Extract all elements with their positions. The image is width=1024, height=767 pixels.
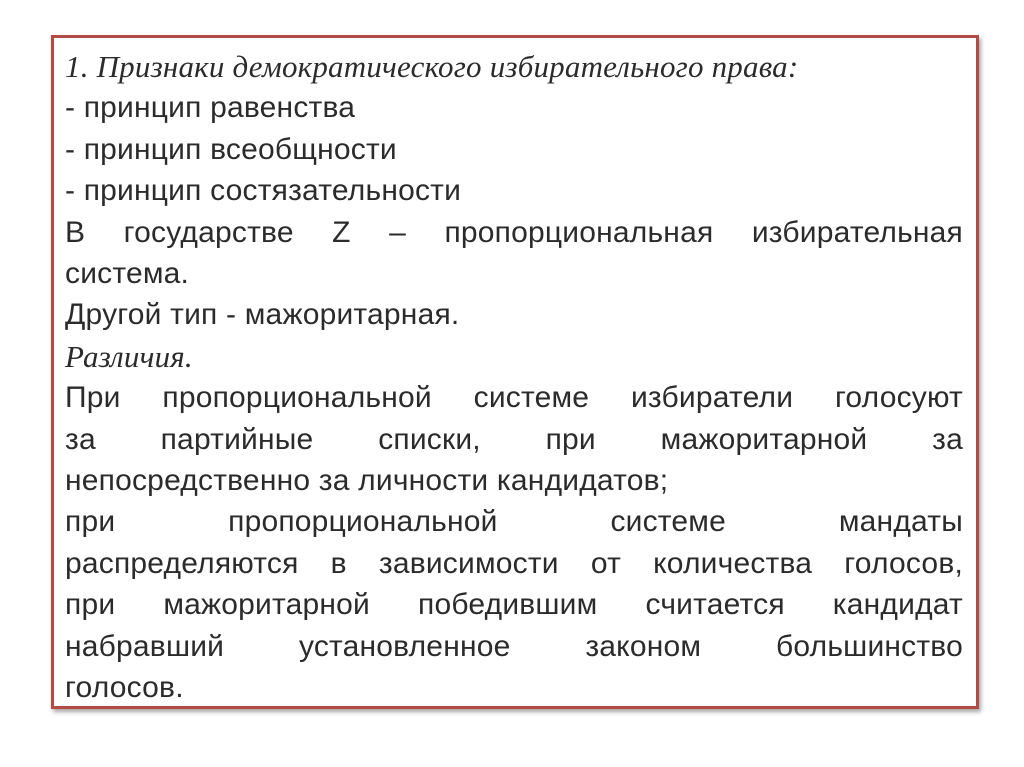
diff2-line-3 xyxy=(65,584,963,625)
word: в xyxy=(330,546,347,580)
word: – xyxy=(389,215,407,249)
word: мажоритарной xyxy=(163,588,370,622)
word: распределяются xyxy=(65,546,299,580)
word: мандаты xyxy=(838,505,963,539)
word: большинство xyxy=(776,629,963,663)
heading: 1. Признаки демократического избирательного права: xyxy=(65,49,799,84)
word: пропорциональной xyxy=(162,381,432,415)
other-type: Другой тип - мажоритарная. xyxy=(65,298,460,332)
word: системе xyxy=(610,505,726,539)
diff2-line-2 xyxy=(65,543,963,584)
word: мажоритарной xyxy=(660,422,868,456)
word: При xyxy=(65,381,121,415)
word: В xyxy=(65,215,86,249)
word: победившим xyxy=(418,588,598,622)
diff2-line-5: голосов. xyxy=(65,671,184,705)
word: от xyxy=(590,546,622,580)
word: пропорциональная xyxy=(444,215,714,249)
state-line-1 xyxy=(65,212,963,253)
slide-text xyxy=(65,46,963,709)
word: за xyxy=(65,422,96,456)
word: при xyxy=(65,505,116,539)
word: за xyxy=(932,422,963,456)
state-line-2: система. xyxy=(65,257,190,291)
word: системе xyxy=(473,381,590,415)
diff1-line-2 xyxy=(65,419,963,460)
word: Z xyxy=(332,215,351,249)
word: количества xyxy=(653,546,813,580)
word: установленное xyxy=(298,629,511,663)
word: государстве xyxy=(123,215,294,249)
diff1-line-1 xyxy=(65,377,963,418)
word: списки, xyxy=(378,422,481,456)
word: зависимости xyxy=(378,546,559,580)
word: при xyxy=(545,422,596,456)
word: законом xyxy=(585,629,702,663)
word: голосов, xyxy=(844,546,963,580)
word: голосуют xyxy=(834,381,963,415)
differences-label: Различия. xyxy=(65,338,193,374)
principle-universality: - принцип всеобщности xyxy=(65,132,397,166)
principle-equality: - принцип равенства xyxy=(65,91,356,125)
word: считается xyxy=(645,588,785,622)
word: избирательная xyxy=(751,215,963,249)
diff2-line-4 xyxy=(65,626,963,667)
word: кандидат xyxy=(832,588,963,622)
diff2-line-1 xyxy=(65,501,963,542)
principle-competitiveness: - принцип состязательности xyxy=(65,174,462,208)
word: пропорциональной xyxy=(228,505,498,539)
slide-frame xyxy=(51,35,979,709)
word: партийные xyxy=(160,422,314,456)
word: при xyxy=(65,588,116,622)
word: избиратели xyxy=(630,381,794,415)
word: набравший xyxy=(65,629,225,663)
diff1-line-3: непосредственно за личности кандидатов; xyxy=(65,464,669,498)
